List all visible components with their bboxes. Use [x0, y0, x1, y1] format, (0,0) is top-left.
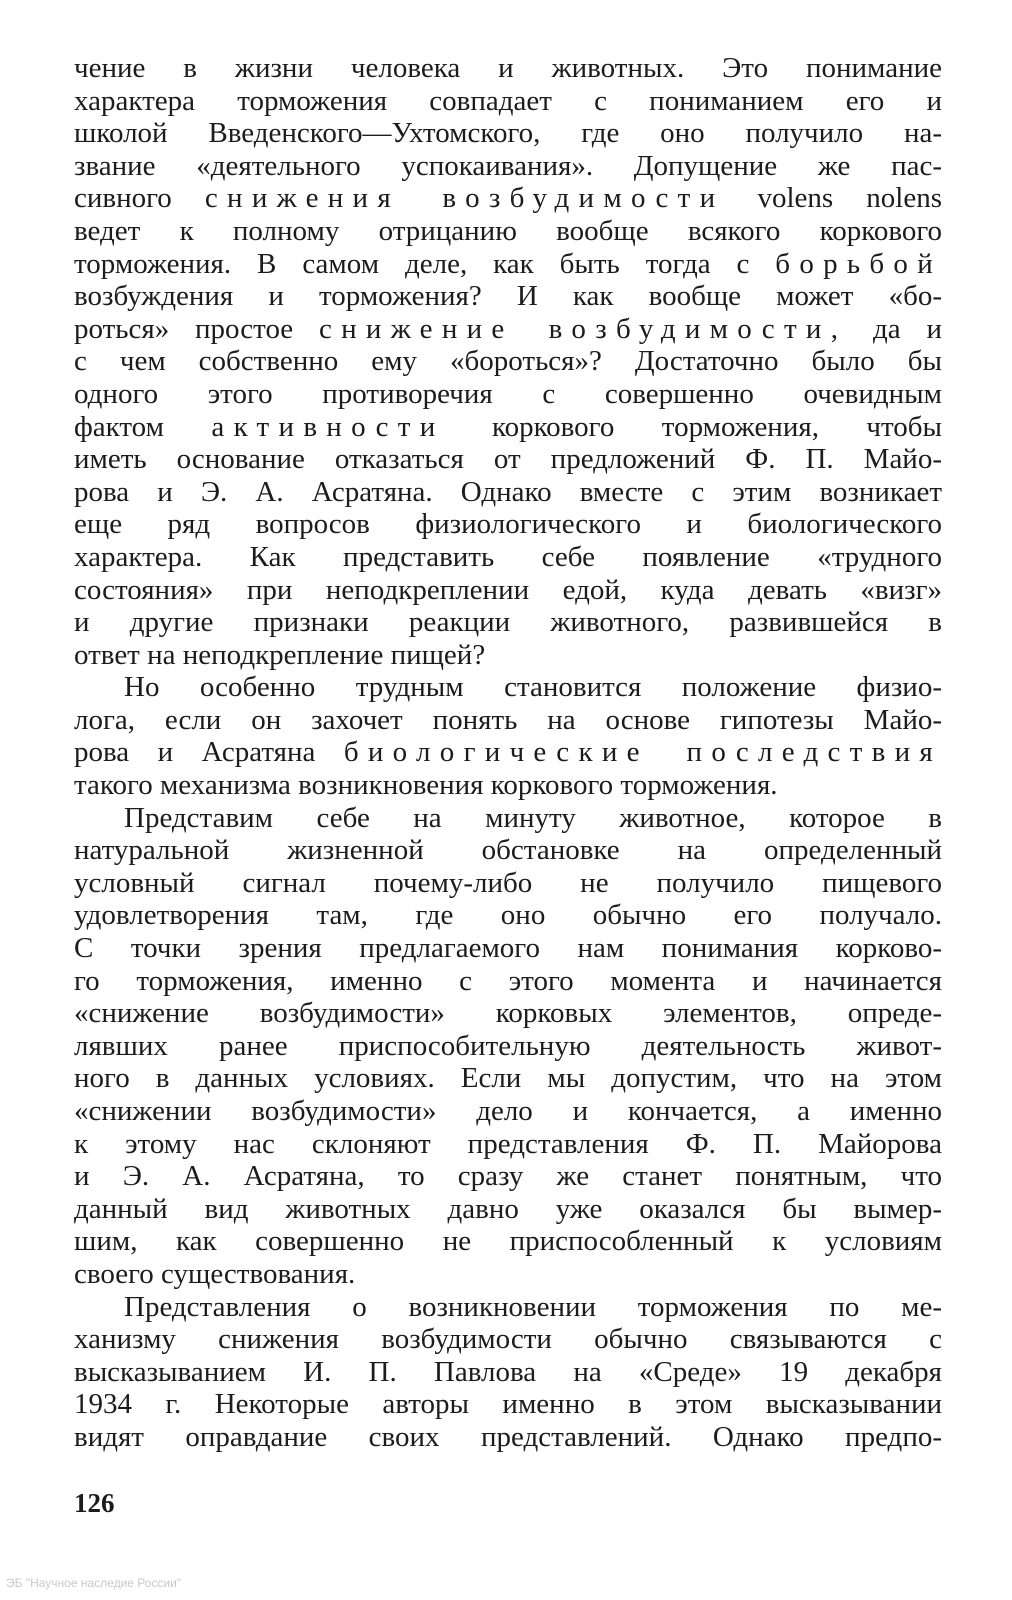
paragraph-4 [74, 1291, 942, 1454]
text-line: ответ на неподкрепление пищей? [74, 638, 486, 671]
text-line: лога, если он захочет понять на основе гипотезы Майо- [74, 703, 942, 736]
page-body [74, 52, 942, 1454]
text-line: характера торможения совпадает с пониманием его и [74, 84, 942, 117]
text-line: видят оправдание своих представлений. Однако предпо- [74, 1420, 942, 1453]
text-line: С точки зрения предлагаемого нам понимания корково- [74, 932, 942, 965]
text-line: «снижение возбудимости» корковых элементов, опреде- [74, 997, 942, 1030]
text-run: volens nolens [757, 182, 942, 215]
spaced-emphasis: борьбой [775, 247, 942, 280]
text-line: возбуждения и торможения? И как вообще может «бо- [74, 280, 942, 313]
text-line: характера. Как представить себе появление «трудного [74, 540, 942, 573]
text-line: одного этого противоречия с совершенно очевидным [74, 377, 942, 410]
text-line: и другие признаки реакции животного, развившейся в [74, 606, 942, 639]
text-line: с чем собственно ему «бороться»? Достаточно было бы [74, 345, 942, 378]
text-line: ного в данных условиях. Если мы допустим, что на этом [74, 1062, 942, 1095]
text-line: ведет к полному отрицанию вообще всякого коркового [74, 214, 942, 247]
text-run: фактом [74, 410, 164, 443]
text-line: данный вид животных давно уже оказался бы вымер- [74, 1192, 942, 1225]
text-run: торможения. В самом деле, как быть тогда с [74, 247, 750, 280]
text-line: чение в жизни человека и животных. Это понимание [74, 52, 942, 84]
paragraph-3 [74, 802, 942, 1291]
text-line: состояния» при неподкреплении едой, куда девать «визг» [74, 573, 942, 606]
paragraph-1 [74, 52, 942, 671]
text-line [74, 248, 942, 281]
text-line: Представления о возникновении торможения по ме- [124, 1290, 942, 1323]
text-line: к этому нас склоняют представления Ф. П. Майорова [74, 1127, 942, 1160]
text-line: Представим себе на минуту животное, которое в [124, 801, 942, 834]
paragraph-2 [74, 671, 942, 801]
page-number: 126 [74, 1488, 115, 1518]
text-line: условный сигнал почему-либо не получило пищевого [74, 866, 942, 899]
text-line: Но особенно трудным становится положение физио- [124, 671, 942, 704]
text-line: лявших ранее приспособительную деятельность живот- [74, 1029, 942, 1062]
text-run: сивного [74, 182, 172, 215]
text-line: своего существования. [74, 1257, 356, 1290]
text-run: роться» простое [74, 312, 294, 345]
text-line: еще ряд вопросов физиологического и биологического [74, 508, 942, 541]
text-line: го торможения, именно с этого момента и начинается [74, 964, 942, 997]
spaced-emphasis: биологические последствия [343, 736, 942, 769]
text-line: рова и Э. А. Асратяна. Однако вместе с этим возникает [74, 475, 942, 508]
text-line: иметь основание отказаться от предложений Ф. П. Майо- [74, 443, 942, 476]
spaced-emphasis: снижения возбудимости [204, 182, 725, 215]
text-line: «снижении возбудимости» дело и кончается, а именно [74, 1095, 942, 1127]
text-line [74, 411, 942, 444]
text-run: коркового торможения, чтобы [491, 410, 942, 443]
text-line: удовлетворения там, где оно обычно его получало. [74, 899, 942, 932]
spaced-emphasis: снижение возбудимости, [318, 312, 848, 345]
text-line: 1934 г. Некоторые авторы именно в этом высказывании [74, 1388, 942, 1421]
text-line: такого механизма возникновения коркового торможения. [74, 769, 778, 802]
text-line: школой Введенского—Ухтомского, где оно получило на- [74, 117, 942, 150]
text-run: рова и Асратяна [74, 736, 316, 769]
text-line: шим, как совершенно не приспособленный к условиям [74, 1225, 942, 1258]
text-line [74, 313, 942, 346]
spaced-emphasis: активности [211, 410, 445, 443]
text-line [74, 736, 942, 769]
text-line: и Э. А. Асратяна, то сразу же станет понятным, что [74, 1160, 942, 1193]
watermark: ЭБ "Научное наследие России" [6, 1576, 182, 1590]
text-line: звание «деятельного успокаивания». Допущение же пас- [74, 149, 942, 182]
text-run: да и [873, 312, 942, 345]
text-line [74, 182, 942, 215]
text-line: высказыванием И. П. Павлова на «Среде» 19 декабря [74, 1355, 942, 1388]
text-line: ханизму снижения возбудимости обычно связываются с [74, 1323, 942, 1356]
text-line: натуральной жизненной обстановке на определенный [74, 834, 942, 867]
